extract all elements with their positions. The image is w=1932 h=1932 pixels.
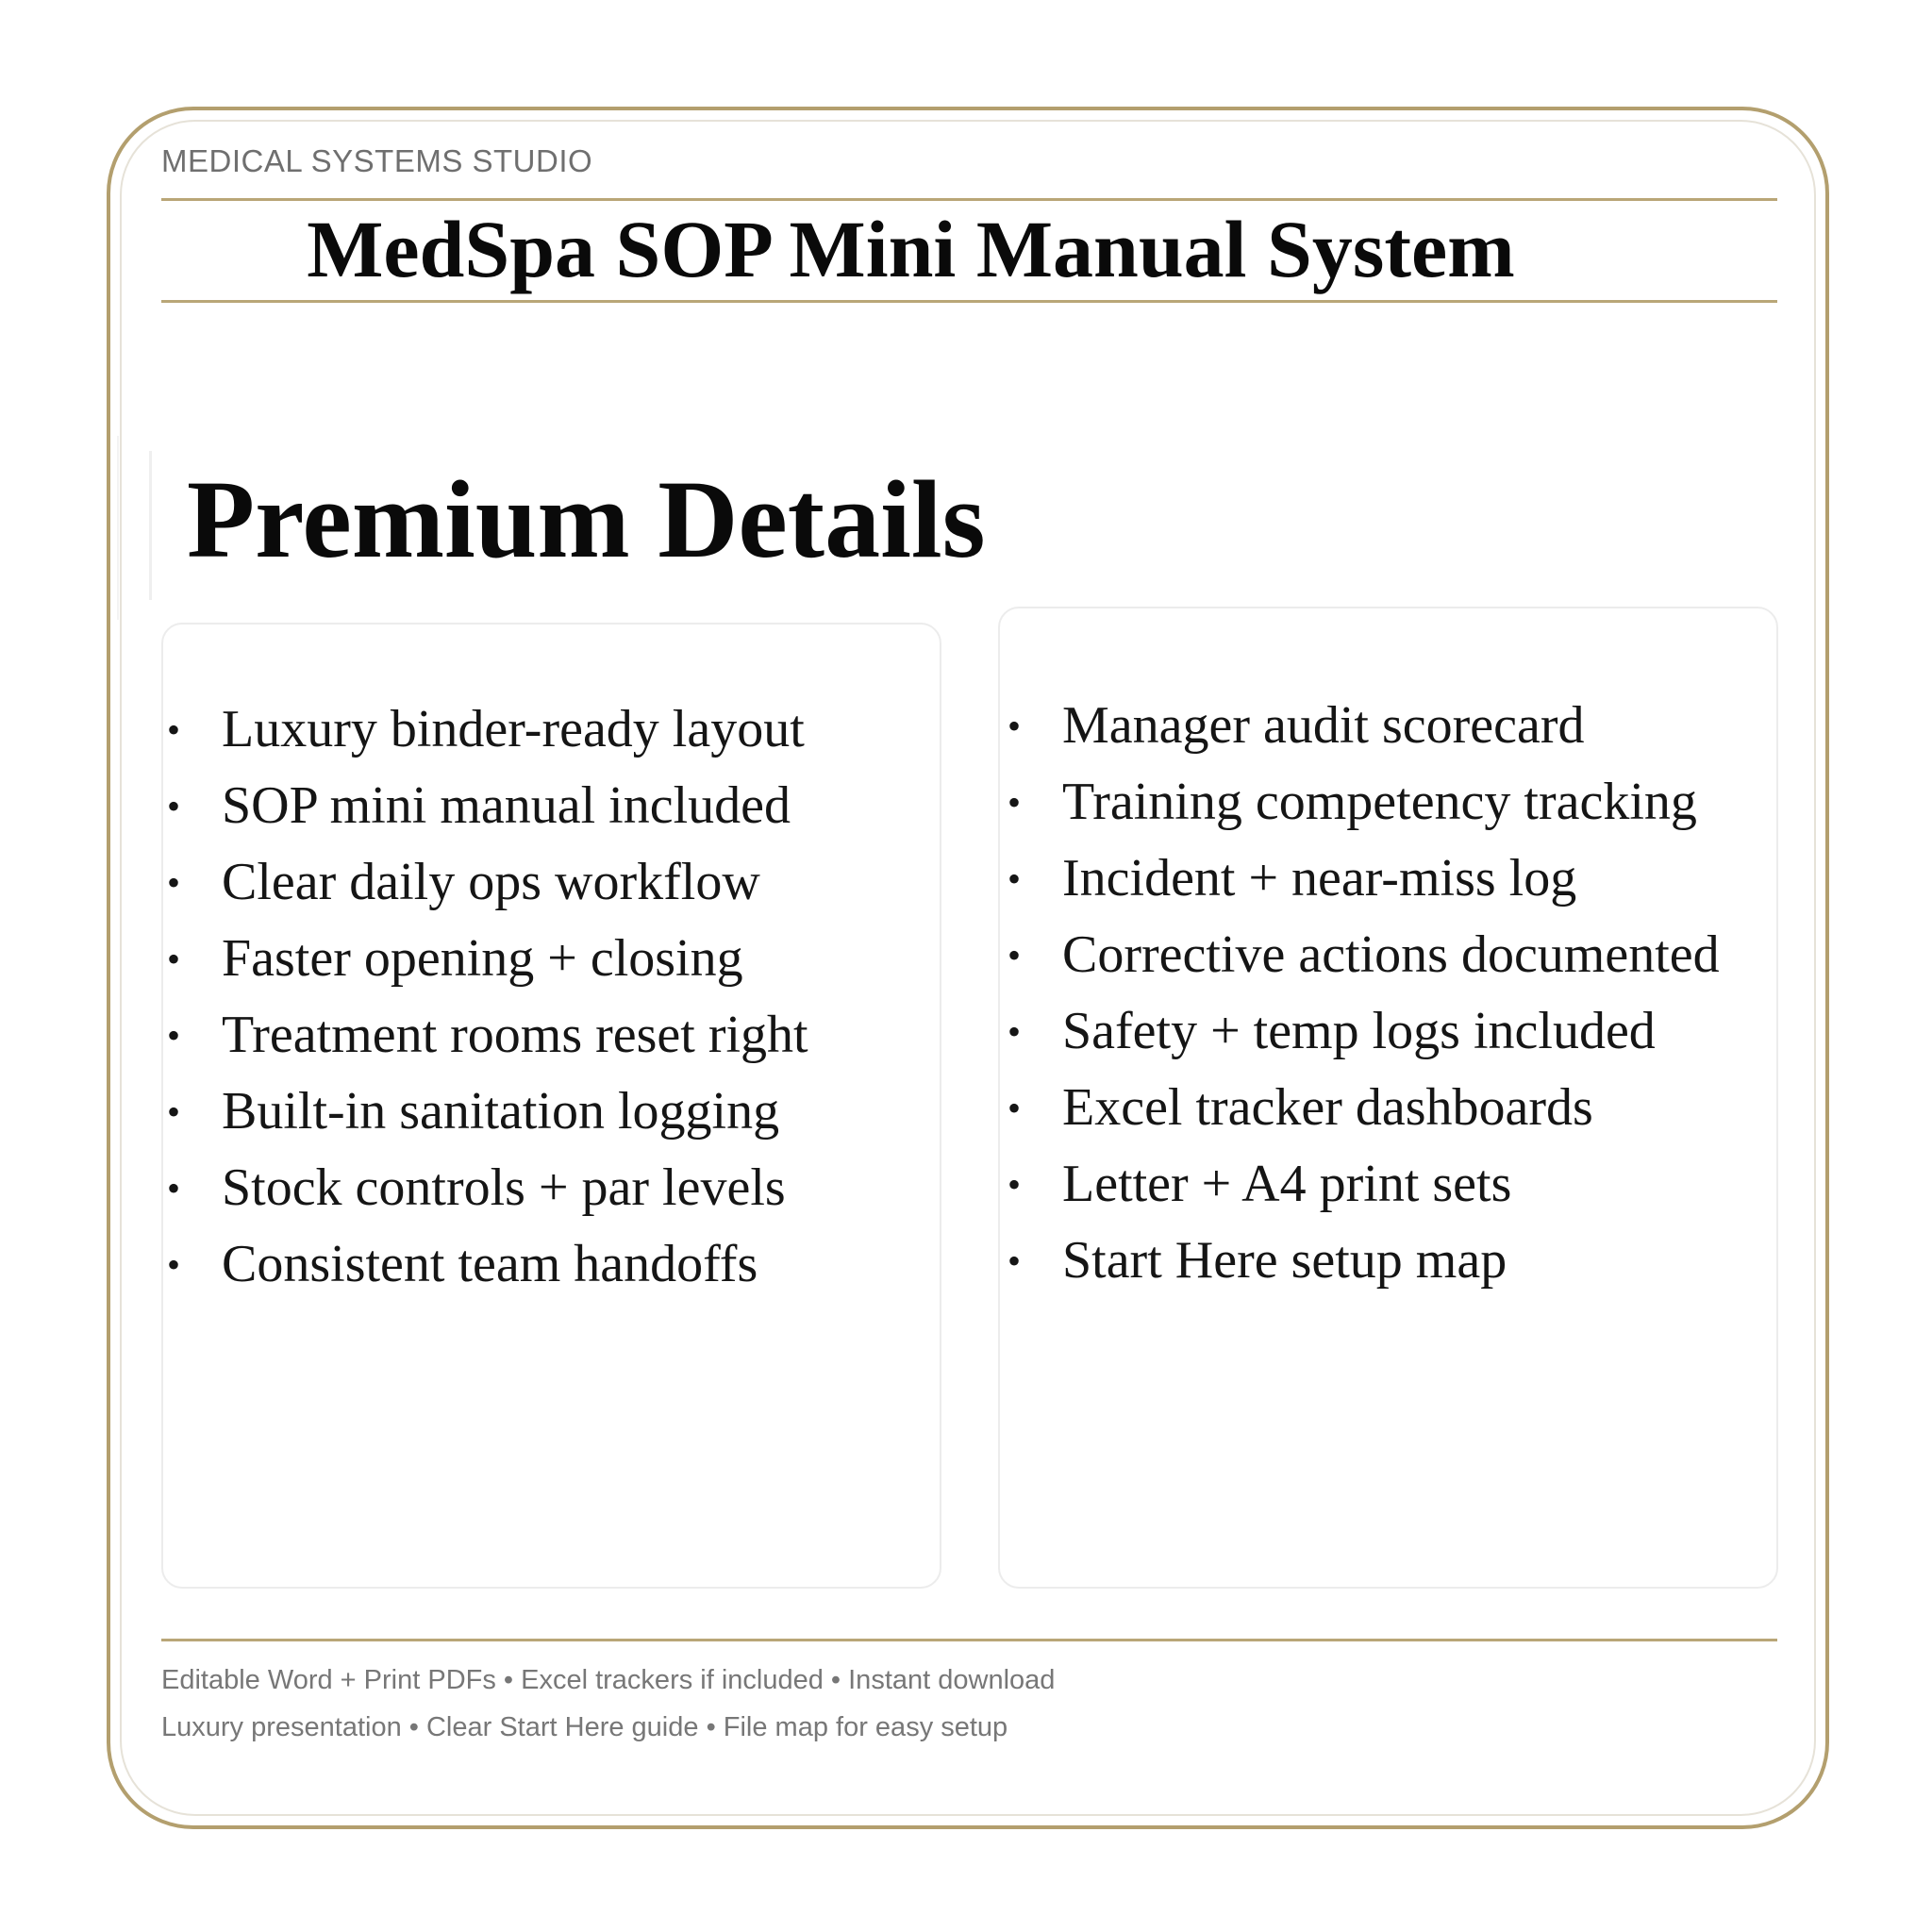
footer-line-1: Editable Word + Print PDFs • Excel trackers if included • Instant download — [161, 1665, 1056, 1695]
list-item — [161, 768, 808, 844]
bullet-icon: • — [1008, 858, 1022, 900]
bullet-icon: • — [167, 861, 181, 904]
list-item — [1002, 688, 1720, 764]
bullet-icon: • — [167, 708, 181, 751]
list-item-label: Safety + temp logs included — [1062, 1002, 1656, 1060]
list-item-label: Letter + A4 print sets — [1062, 1155, 1512, 1213]
bullet-icon: • — [167, 1243, 181, 1286]
list-item-label: Stock controls + par levels — [222, 1158, 786, 1217]
list-item — [1002, 1070, 1720, 1146]
bullet-icon: • — [167, 1014, 181, 1057]
list-item-label: Manager audit scorecard — [1062, 696, 1585, 755]
bullet-icon: • — [1008, 781, 1022, 824]
list-item-label: Treatment rooms reset right — [222, 1006, 808, 1064]
list-item-label: Luxury binder-ready layout — [222, 700, 805, 758]
list-item — [161, 997, 808, 1074]
list-item — [1002, 917, 1720, 993]
bullet-icon: • — [1008, 705, 1022, 747]
list-item-label: Built-in sanitation logging — [222, 1082, 780, 1141]
list-item-label: SOP mini manual included — [222, 776, 791, 835]
feature-list-right — [1002, 688, 1720, 1299]
section-heading: Premium Details — [187, 458, 986, 581]
bullet-icon: • — [1008, 1087, 1022, 1129]
list-item — [161, 691, 808, 768]
list-item-label: Excel tracker dashboards — [1062, 1078, 1593, 1137]
header-divider-top — [161, 198, 1777, 201]
bullet-icon: • — [1008, 1163, 1022, 1206]
list-item — [1002, 993, 1720, 1070]
bullet-icon: • — [1008, 934, 1022, 976]
list-item-label: Consistent team handoffs — [222, 1235, 758, 1293]
footer-line-2: Luxury presentation • Clear Start Here guide • File map for easy setup — [161, 1712, 1008, 1742]
bullet-icon: • — [1008, 1010, 1022, 1053]
brand-label: MEDICAL SYSTEMS STUDIO — [161, 143, 593, 178]
bullet-icon: • — [167, 938, 181, 980]
list-item — [1002, 841, 1720, 917]
list-item-label: Incident + near-miss log — [1062, 849, 1577, 908]
list-item — [1002, 1146, 1720, 1223]
list-item — [161, 1150, 808, 1226]
bullet-icon: • — [1008, 1240, 1022, 1282]
list-item-label: Corrective actions documented — [1062, 925, 1720, 984]
list-item — [1002, 764, 1720, 841]
list-item — [161, 921, 808, 997]
feature-list-left — [161, 691, 808, 1303]
decorative-line — [117, 436, 119, 620]
list-item — [1002, 1223, 1720, 1299]
list-item-label: Training competency tracking — [1062, 773, 1697, 831]
bullet-icon: • — [167, 1167, 181, 1209]
footer-divider — [161, 1639, 1777, 1641]
list-item-label: Clear daily ops workflow — [222, 853, 760, 911]
list-item — [161, 844, 808, 921]
list-item-label: Faster opening + closing — [222, 929, 743, 988]
page-title: MedSpa SOP Mini Manual System — [307, 204, 1515, 294]
list-item — [161, 1226, 808, 1303]
bullet-icon: • — [167, 1091, 181, 1133]
decorative-line — [149, 451, 152, 600]
list-item — [161, 1074, 808, 1150]
bullet-icon: • — [167, 785, 181, 827]
header-divider-bottom — [161, 300, 1777, 303]
list-item-label: Start Here setup map — [1062, 1231, 1507, 1290]
